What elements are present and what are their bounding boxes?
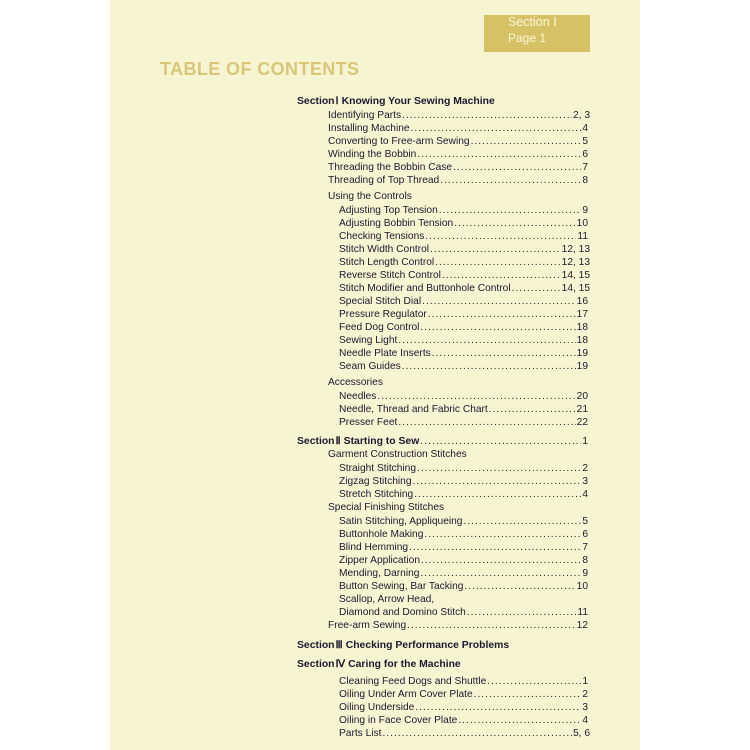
dot-leader bbox=[489, 404, 576, 416]
entry-label: Converting to Free-arm Sewing bbox=[328, 136, 470, 147]
toc-entry[interactable] bbox=[328, 175, 588, 187]
entry-page: 2 bbox=[582, 463, 588, 474]
dot-leader bbox=[471, 136, 582, 148]
toc-entry[interactable] bbox=[339, 244, 590, 256]
dot-leader bbox=[421, 555, 581, 567]
entry-label: Sewing Light bbox=[339, 335, 398, 346]
section-prefix: Section bbox=[297, 659, 335, 670]
section-prefix: Section bbox=[297, 640, 335, 651]
entry-label: Needle Plate Inserts bbox=[339, 348, 431, 359]
entry-label: Installing Machine bbox=[328, 123, 410, 134]
entry-label: Free-arm Sewing bbox=[328, 620, 407, 631]
toc-entry[interactable] bbox=[328, 620, 588, 632]
toc-entry[interactable] bbox=[339, 463, 588, 475]
entry-page: 6 bbox=[582, 529, 588, 540]
dot-leader bbox=[377, 391, 575, 403]
entry-page: 6 bbox=[582, 149, 588, 160]
dot-leader bbox=[417, 463, 581, 475]
toc-entry[interactable] bbox=[339, 689, 588, 701]
toc-entry[interactable] bbox=[339, 568, 588, 580]
toc-entry[interactable] bbox=[339, 555, 588, 567]
section-prefix: Section bbox=[297, 96, 335, 107]
subsection-heading bbox=[328, 502, 588, 514]
dot-leader bbox=[412, 476, 581, 488]
dot-leader bbox=[422, 296, 576, 308]
entry-page: 4 bbox=[582, 123, 588, 134]
dot-leader bbox=[407, 620, 576, 632]
section-title: Knowing Your Sewing Machine bbox=[341, 96, 495, 107]
entry-page: 8 bbox=[582, 175, 588, 186]
dot-leader bbox=[425, 231, 576, 243]
entry-page: 12, 13 bbox=[561, 244, 590, 255]
section-title: Checking Performance Problems bbox=[345, 640, 510, 651]
entry-page: 17 bbox=[576, 309, 588, 320]
entry-page: 11 bbox=[577, 607, 588, 618]
entry-label: Parts List bbox=[339, 728, 382, 739]
dot-leader bbox=[464, 581, 575, 593]
entry-label: Scallop, Arrow Head, bbox=[339, 594, 435, 605]
entry-label: Needle, Thread and Fabric Chart bbox=[339, 404, 488, 415]
page-label: Page 1 bbox=[508, 31, 547, 45]
section-3-heading[interactable] bbox=[297, 640, 588, 652]
entry-page: 9 bbox=[582, 205, 588, 216]
entry-page: 5 bbox=[582, 136, 588, 147]
section-4-heading[interactable] bbox=[297, 659, 588, 671]
entry-page: 8 bbox=[582, 555, 588, 566]
toc-entry[interactable] bbox=[339, 361, 588, 373]
entry-page: 2, 3 bbox=[573, 110, 590, 121]
section-2-heading[interactable] bbox=[297, 436, 588, 448]
dot-leader bbox=[414, 489, 581, 501]
entry-page: 4 bbox=[582, 489, 588, 500]
dot-leader bbox=[402, 110, 572, 122]
dot-leader bbox=[424, 529, 581, 541]
dot-leader bbox=[432, 348, 576, 360]
dot-leader bbox=[430, 244, 561, 256]
entry-label: Cleaning Feed Dogs and Shuttle bbox=[339, 676, 487, 687]
toc-entry[interactable] bbox=[339, 417, 588, 429]
toc-entry[interactable] bbox=[339, 529, 588, 541]
entry-page: 18 bbox=[576, 335, 588, 346]
toc-entry[interactable] bbox=[328, 149, 588, 161]
entry-page: 10 bbox=[576, 218, 588, 229]
toc-entry[interactable] bbox=[339, 335, 588, 347]
entry-page: 9 bbox=[582, 568, 588, 579]
entry-page: 14, 15 bbox=[561, 283, 590, 294]
toc-entry[interactable] bbox=[339, 218, 588, 230]
dot-leader bbox=[512, 283, 561, 295]
entry-label: Stretch Stitching bbox=[339, 489, 414, 500]
toc-entry[interactable] bbox=[339, 270, 590, 282]
entry-label: Button Sewing, Bar Tacking bbox=[339, 581, 464, 592]
toc-entry[interactable] bbox=[339, 391, 588, 403]
entry-page: 1 bbox=[582, 436, 588, 447]
entry-label: Pressure Regulator bbox=[339, 309, 427, 320]
page-title: TABLE OF CONTENTS bbox=[160, 59, 360, 79]
toc-entry[interactable] bbox=[339, 676, 588, 688]
entry-label: Adjusting Bobbin Tension bbox=[339, 218, 454, 229]
toc-entry[interactable] bbox=[339, 516, 588, 528]
entry-label: Mending, Darning bbox=[339, 568, 420, 579]
entry-label: Blind Hemming bbox=[339, 542, 409, 553]
entry-label: Threading the Bobbin Case bbox=[328, 162, 453, 173]
section-1-heading[interactable] bbox=[297, 96, 587, 108]
entry-page: 12, 13 bbox=[561, 257, 590, 268]
dot-leader bbox=[398, 417, 575, 429]
section-title: Starting to Sew bbox=[343, 436, 420, 447]
entry-label: Identifying Parts bbox=[328, 110, 402, 121]
toc-entry[interactable] bbox=[339, 581, 588, 593]
entry-page: 2 bbox=[582, 689, 588, 700]
subsection-label: Special Finishing Stitches bbox=[328, 502, 445, 513]
toc-entry[interactable] bbox=[339, 728, 590, 740]
toc-entry[interactable] bbox=[328, 123, 588, 135]
toc-entry[interactable] bbox=[328, 136, 588, 148]
entry-page: 3 bbox=[582, 702, 588, 713]
dot-leader bbox=[398, 335, 575, 347]
dot-leader bbox=[415, 702, 581, 714]
toc-entry[interactable] bbox=[339, 348, 588, 360]
dot-leader bbox=[409, 542, 581, 554]
toc-entry[interactable] bbox=[339, 205, 588, 217]
toc-entry[interactable] bbox=[339, 283, 590, 295]
dot-leader bbox=[454, 218, 575, 230]
entry-label: Straight Stitching bbox=[339, 463, 417, 474]
entry-label: Presser Feet bbox=[339, 417, 398, 428]
toc-entry[interactable] bbox=[339, 231, 588, 243]
toc-entry-line1 bbox=[339, 594, 588, 606]
entry-label: Needles bbox=[339, 391, 377, 402]
toc-entry[interactable] bbox=[339, 404, 588, 416]
subsection-label: Garment Construction Stitches bbox=[328, 449, 467, 460]
entry-page: 19 bbox=[576, 361, 588, 372]
entry-label: Oiling in Face Cover Plate bbox=[339, 715, 458, 726]
entry-label: Buttonhole Making bbox=[339, 529, 424, 540]
subsection-label: Accessories bbox=[328, 377, 383, 388]
section-numeral: Ⅲ bbox=[335, 640, 343, 651]
entry-page: 16 bbox=[576, 296, 588, 307]
toc-entry[interactable] bbox=[339, 489, 588, 501]
section-label: Section Ⅰ bbox=[508, 15, 557, 29]
section-title: Caring for the Machine bbox=[348, 659, 461, 670]
dot-leader bbox=[463, 516, 581, 528]
entry-label: Oiling Under Arm Cover Plate bbox=[339, 689, 473, 700]
toc-entry[interactable] bbox=[328, 110, 590, 122]
dot-leader bbox=[435, 257, 561, 269]
entry-label: Stitch Modifier and Buttonhole Control bbox=[339, 283, 511, 294]
section-prefix: Section bbox=[297, 436, 335, 447]
toc-entry[interactable] bbox=[339, 542, 588, 554]
toc-entry[interactable] bbox=[339, 257, 590, 269]
toc-entry[interactable] bbox=[328, 162, 588, 174]
entry-label: Zipper Application bbox=[339, 555, 420, 566]
dot-leader bbox=[428, 309, 576, 321]
dot-leader bbox=[420, 568, 581, 580]
toc-entry[interactable] bbox=[339, 476, 588, 488]
entry-label: Reverse Stitch Control bbox=[339, 270, 441, 281]
toc-entry[interactable] bbox=[339, 296, 588, 308]
section-numeral: Ⅰ bbox=[335, 96, 339, 107]
entry-label: Satin Stitching, Appliqueing bbox=[339, 516, 463, 527]
dot-leader bbox=[453, 162, 581, 174]
entry-page: 10 bbox=[576, 581, 588, 592]
section-numeral: Ⅱ bbox=[335, 436, 341, 447]
entry-page: 18 bbox=[576, 322, 588, 333]
entry-page: 22 bbox=[576, 417, 588, 428]
section-numeral: Ⅳ bbox=[335, 659, 346, 670]
dot-leader bbox=[442, 270, 561, 282]
dot-leader bbox=[440, 175, 581, 187]
dot-leader bbox=[420, 436, 581, 448]
toc-entry[interactable] bbox=[339, 309, 588, 321]
dot-leader bbox=[417, 149, 581, 161]
entry-label: Stitch Length Control bbox=[339, 257, 435, 268]
entry-page: 4 bbox=[582, 715, 588, 726]
subsection-heading bbox=[328, 377, 588, 389]
entry-page: 7 bbox=[582, 162, 588, 173]
subsection-heading bbox=[328, 449, 588, 461]
dot-leader bbox=[474, 689, 582, 701]
entry-label: Seam Guides bbox=[339, 361, 401, 372]
subsection-label: Using the Controls bbox=[328, 191, 412, 202]
entry-page: 14, 15 bbox=[561, 270, 590, 281]
entry-page: 12 bbox=[576, 620, 588, 631]
entry-label: Checking Tensions bbox=[339, 231, 425, 242]
entry-page: 19 bbox=[576, 348, 588, 359]
dot-leader bbox=[439, 205, 582, 217]
toc-entry[interactable] bbox=[339, 715, 588, 727]
subsection-heading bbox=[328, 191, 588, 203]
entry-label: Feed Dog Control bbox=[339, 322, 420, 333]
toc-entry[interactable] bbox=[339, 322, 588, 334]
toc-entry[interactable] bbox=[339, 607, 588, 619]
entry-page: 1 bbox=[582, 676, 588, 687]
entry-page: 21 bbox=[576, 404, 588, 415]
entry-page: 7 bbox=[582, 542, 588, 553]
entry-label: Diamond and Domino Stitch bbox=[339, 607, 466, 618]
entry-label: Oiling Underside bbox=[339, 702, 415, 713]
dot-leader bbox=[420, 322, 575, 334]
entry-label: Special Stitch Dial bbox=[339, 296, 422, 307]
dot-leader bbox=[458, 715, 581, 727]
entry-page: 5 bbox=[582, 516, 588, 527]
entry-page: 11 bbox=[577, 231, 588, 242]
entry-label: Winding the Bobbin bbox=[328, 149, 417, 160]
toc-entry[interactable] bbox=[339, 702, 588, 714]
dot-leader bbox=[467, 607, 577, 619]
entry-page: 5, 6 bbox=[573, 728, 590, 739]
entry-label: Adjusting Top Tension bbox=[339, 205, 438, 216]
entry-label: Zigzag Stitching bbox=[339, 476, 412, 487]
entry-label: Threading of Top Thread bbox=[328, 175, 440, 186]
entry-page: 20 bbox=[576, 391, 588, 402]
entry-label: Stitch Width Control bbox=[339, 244, 430, 255]
dot-leader bbox=[411, 123, 582, 135]
entry-page: 3 bbox=[582, 476, 588, 487]
dot-leader bbox=[382, 728, 572, 740]
dot-leader bbox=[487, 676, 581, 688]
dot-leader bbox=[402, 361, 576, 373]
